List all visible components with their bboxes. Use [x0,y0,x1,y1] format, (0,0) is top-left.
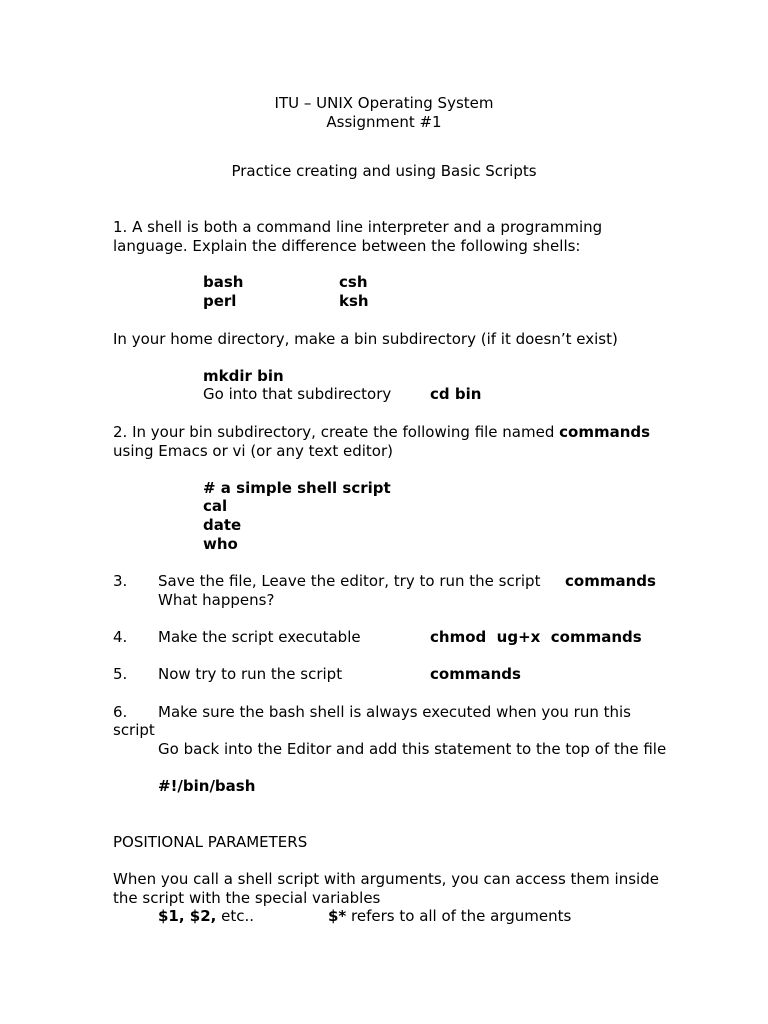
positional-var-list: $1, $2, [158,907,217,925]
shebang-line: #!/bin/bash [158,777,256,795]
positional-etc: etc.. [216,907,255,925]
q1-line2: language. Explain the difference between the following shells: [113,237,581,255]
doc-title: ITU – UNIX Operating System [274,94,494,112]
step5-number: 5. [113,665,128,683]
shell-ksh: ksh [339,292,369,310]
step4-number: 4. [113,628,128,646]
section-heading-positional: POSITIONAL PARAMETERS [113,833,308,851]
shell-csh: csh [339,273,368,291]
mkdir-command: mkdir bin [203,367,284,385]
step3-command: commands [565,572,656,590]
step3-text: Save the file, Leave the editor, try to run the script [158,572,541,590]
cd-command: cd bin [430,385,482,403]
assignment-number: Assignment #1 [326,113,442,131]
q2-file-name: commands [559,423,651,441]
home-dir-instruction: In your home directory, make a bin subdirectory (if it doesn’t exist) [113,330,618,348]
positional-line1: When you call a shell script with arguments, you can access them inside [113,870,659,888]
step3-question: What happens? [158,591,275,609]
shell-bash: bash [203,273,244,291]
shell-perl: perl [203,292,237,310]
step6-wrap: script [113,721,155,739]
step5-text: Now try to run the script [158,665,343,683]
step6-text: Make sure the bash shell is always executed when you run this [158,703,631,721]
positional-star-var: $* [328,907,347,925]
step3-number: 3. [113,572,128,590]
doc-subtitle: Practice creating and using Basic Scripts [231,162,537,180]
positional-line2: the script with the special variables [113,889,381,907]
step6-number: 6. [113,703,128,721]
step5-command: commands [430,665,521,683]
positional-vars [158,907,254,926]
positional-star-text: refers to all of the arguments [346,907,572,925]
step6-line2: Go back into the Editor and add this statement to the top of the file [158,740,667,758]
q2-text: 2. In your bin subdirectory, create the following file named [113,423,560,441]
script-line-comment: # a simple shell script [203,479,391,497]
go-into-text: Go into that subdirectory [203,385,392,403]
positional-star [328,907,571,926]
script-line-who: who [203,535,238,553]
script-line-cal: cal [203,497,228,515]
q2-line2: using Emacs or vi (or any text editor) [113,442,393,460]
step4-text: Make the script executable [158,628,361,646]
q2-line1 [113,423,650,442]
script-line-date: date [203,516,242,534]
step4-command: chmod ug+x commands [430,628,642,646]
q1-line1: 1. A shell is both a command line interpreter and a programming [113,218,603,236]
